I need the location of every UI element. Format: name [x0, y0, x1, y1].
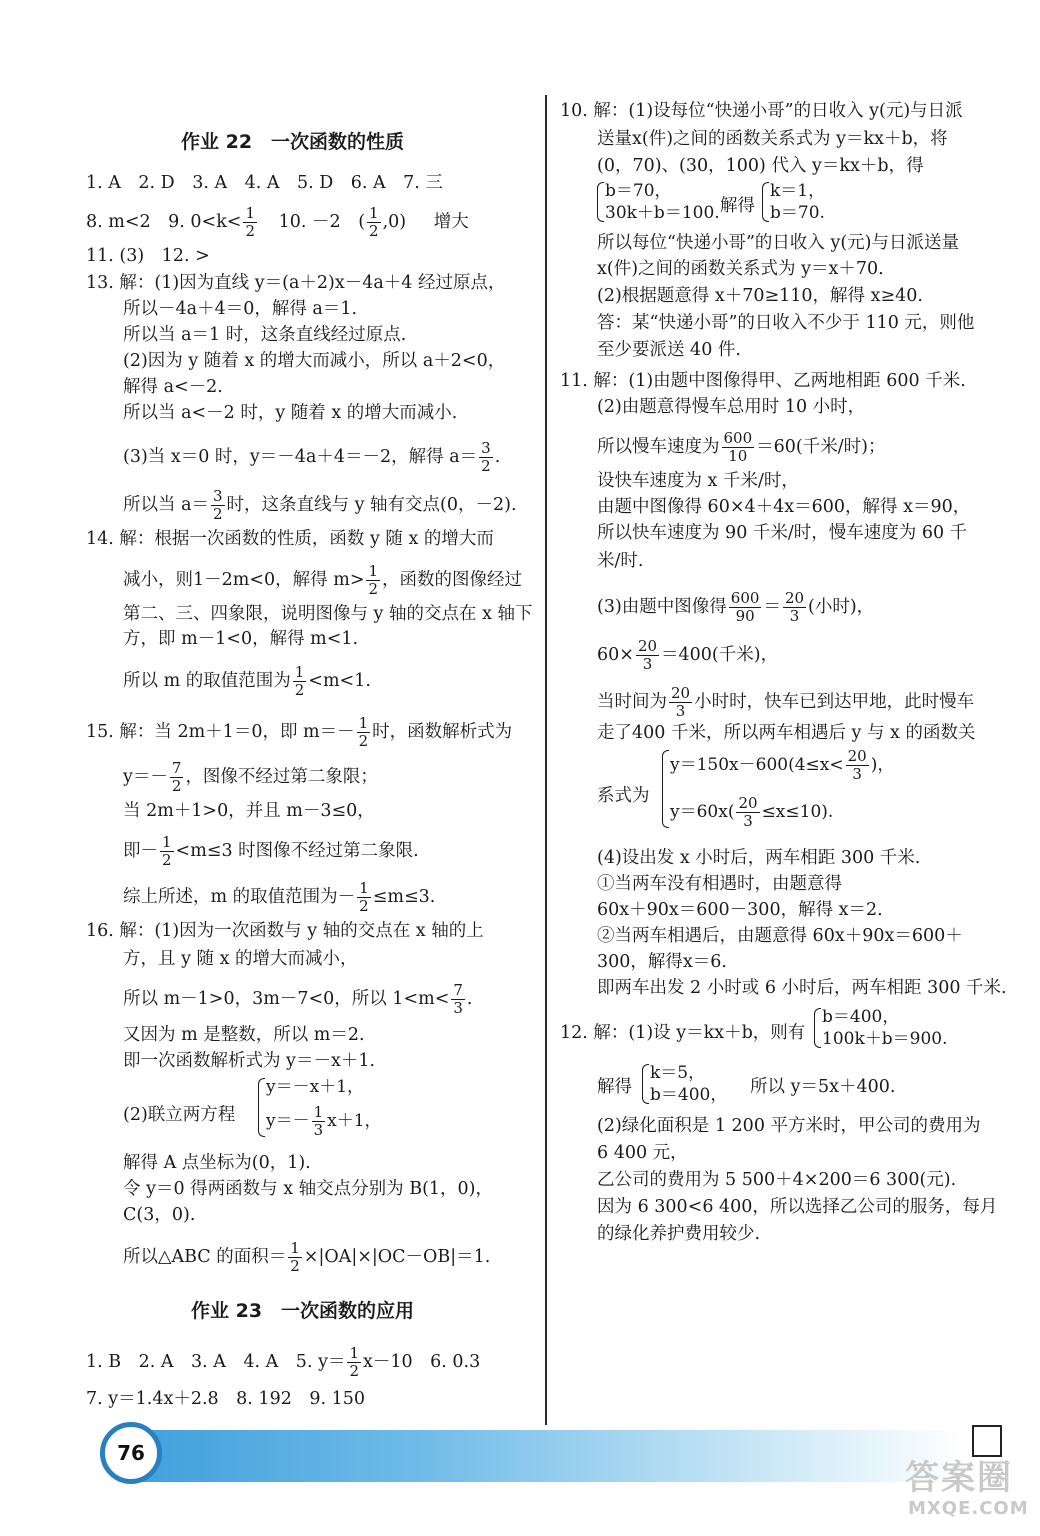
q11-line: 当时间为 $\frac{20}{3}$ 小时时，快车已到达甲地，此时慢车	[597, 684, 975, 720]
answer-line: 8. m<2 9. 0<k< $\frac{1}{2}$ 10. －2 ( $\frac{1}{2}$ ,0) 增大	[86, 204, 469, 240]
q15-line: 即－ $\frac{1}{2}$ <m≤3 时图像不经过第二象限.	[123, 833, 419, 869]
q10-line: 解得	[720, 196, 755, 216]
footer-bar	[125, 1430, 965, 1482]
q11-line: 由题中图像得 60×4＋4x＝600，解得 x＝90，	[597, 497, 971, 517]
equation-system: y＝150x－600(4≤x< $\frac{20}{3}$ )， y＝60x( $\frac{20}{3}$ ≤x≤10).	[670, 747, 895, 830]
q16-line: 解得 A 点坐标为(0，1).	[123, 1153, 311, 1173]
q16-line: C(3，0).	[123, 1205, 196, 1225]
q11-line: 60× $\frac{20}{3}$ ＝400(千米)，	[597, 637, 779, 673]
q11-line: 系式为	[597, 786, 650, 806]
q15-line: 当 2m＋1>0，并且 m－3≤0，	[123, 801, 375, 821]
q14-line: 减小，则1－2m<0，解得 m> $\frac{1}{2}$ ，函数的图像经过	[123, 562, 523, 598]
q11-line: 所以慢车速度为 $\frac{600}{10}$ ＝60(千米/时)；	[597, 429, 886, 465]
watermark-logo: 答案圈 MXQE.COM	[905, 1458, 1029, 1519]
q11-line: 设快车速度为 x 千米/时，	[597, 471, 799, 491]
q15-line: y＝－ $\frac{7}{2}$ ，图像不经过第二象限；	[123, 759, 378, 795]
answer-line: 1. B 2. A 3. A 4. A 5. y＝ $\frac{1}{2}$ x－10 6. 0.3	[86, 1344, 481, 1380]
section-title-22: 作业 22 一次函数的性质	[181, 131, 405, 153]
q16-line: 又因为 m 是整数，所以 m＝2.	[123, 1025, 365, 1045]
q14-line: 所以 m 的取值范围为 $\frac{1}{2}$ <m<1.	[123, 663, 371, 699]
q11-line: 即两车出发 2 小时或 6 小时后，两车相距 300 千米.	[597, 978, 1007, 998]
q16-line: 16. 解：(1)因为一次函数与 y 轴的交点在 x 轴的上	[86, 921, 484, 941]
q11-line: 米/时.	[597, 551, 644, 571]
q11-line: 走了400 千米，所以两车相遇后 y 与 x 的函数关	[597, 723, 976, 743]
q10-line: 答：某“快递小哥”的日收入不少于 110 元，则他	[597, 313, 975, 333]
equation-system: k＝1， b＝70.	[770, 181, 826, 223]
q10-line: x(件)之间的函数关系式为 y＝x＋70.	[597, 259, 884, 279]
q10-line: 所以每位“快递小哥”的日收入 y(元)与日派送量	[597, 233, 959, 253]
q14-line: 方，即 m－1<0，解得 m<1.	[123, 629, 359, 649]
q14-line: 14. 解：根据一次函数的性质，函数 y 随 x 的增大而	[86, 529, 494, 549]
q11-line: ①当两车没有相遇时，由题意得	[597, 874, 842, 894]
q10-line: 送量x(件)之间的函数关系式为 y＝kx＋b，将	[597, 129, 948, 149]
equation-system: y＝－x＋1， y＝－ $\frac{1}{3}$ x＋1，	[266, 1077, 382, 1139]
q10-line: (2)根据题意得 x＋70≥110，解得 x≥40.	[597, 286, 923, 306]
q11-line: 60x＋90x＝600－300，解得 x＝2.	[597, 900, 883, 920]
column-divider	[545, 95, 547, 1425]
q10-line: 10. 解：(1)设每位“快递小哥”的日收入 y(元)与日派	[560, 101, 963, 121]
q11-line: 11. 解：(1)由题中图像得甲、乙两地相距 600 千米.	[560, 371, 966, 391]
q12-line: 的绿化养护费用较少.	[597, 1224, 761, 1244]
equation-system: b＝70， 30k＋b＝100.	[605, 181, 720, 223]
q16-line: 即一次函数解析式为 y＝－x＋1.	[123, 1051, 376, 1071]
q11-line: (3)由题中图像得 $\frac{600}{90}$ ＝ $\frac{20}{3}$ (小时)，	[597, 589, 875, 625]
equation-system: k＝5， b＝400，	[650, 1063, 728, 1105]
q13-line: 13. 解：(1)因为直线 y＝(a＋2)x－4a＋4 经过原点，	[86, 273, 506, 293]
q11-line: 所以快车速度为 90 千米/时，慢车速度为 60 千	[597, 523, 968, 543]
q12-line: 所以 y＝5x＋400.	[750, 1077, 896, 1097]
q13-line: 所以当 a<－2 时，y 随着 x 的增大而减小.	[123, 403, 458, 423]
q13-line: 所以－4a＋4＝0，解得 a＝1.	[123, 299, 358, 319]
q13-line: (3)当 x＝0 时，y＝－4a＋4＝－2，解得 a＝ $\frac{3}{2}$ .	[123, 439, 501, 475]
q14-line: 第二、三、四象限，说明图像与 y 轴的交点在 x 轴下	[123, 604, 533, 624]
answer-line: 11. (3) 12. >	[86, 246, 210, 266]
section-title-23: 作业 23 一次函数的应用	[191, 1300, 415, 1322]
q11-line: ②当两车相遇后，由题意得 60x＋90x＝600＋	[597, 926, 963, 946]
q12-line: 因为 6 300<6 400，所以选择乙公司的服务，每月	[597, 1197, 998, 1217]
q10-line: (0，70)、(30，100) 代入 y＝kx＋b，得	[597, 156, 924, 176]
q16-line: 所以△ABC 的面积＝ $\frac{1}{2}$ ×|OA|×|OC－OB|＝1.	[123, 1239, 491, 1275]
answer-line: 1. A 2. D 3. A 4. A 5. D 6. A 7. 三	[86, 173, 443, 193]
q13-line: 所以当 a＝ $\frac{3}{2}$ 时，这条直线与 y 轴有交点(0，－2).	[123, 487, 517, 523]
q12-line: 6 400 元，	[597, 1143, 688, 1163]
q13-line: 所以当 a＝1 时，这条直线经过原点.	[123, 325, 407, 345]
q16-line: 方，且 y 随 x 的增大而减小，	[123, 949, 358, 969]
q15-line: 15. 解：当 2m＋1＝0，即 m＝－ $\frac{1}{2}$ 时，函数解析式为	[86, 714, 513, 750]
q12-line: 解得	[597, 1077, 632, 1097]
q12-line: (2)绿化面积是 1 200 平方米时，甲公司的费用为	[597, 1116, 981, 1136]
answer-line: 7. y＝1.4x＋2.8 8. 192 9. 150	[86, 1389, 365, 1409]
q13-line: (2)因为 y 随着 x 的增大而减小，所以 a＋2<0，	[123, 351, 506, 371]
q15-line: 综上所述，m 的取值范围为－ $\frac{1}{2}$ ≤m≤3.	[123, 879, 436, 915]
q12-line: 乙公司的费用为 5 500＋4×200＝6 300(元).	[597, 1170, 957, 1190]
q11-line: 300，解得x＝6.	[597, 952, 727, 972]
q11-line: (2)由题意得慢车总用时 10 小时，	[597, 397, 866, 417]
page-number: 76	[100, 1422, 162, 1484]
equation-system: b＝400， 100k＋b＝900.	[822, 1007, 948, 1049]
q11-line: (4)设出发 x 小时后，两车相距 300 千米.	[597, 848, 921, 868]
q16-line: 所以 m－1>0，3m－7<0，所以 1<m< $\frac{7}{3}$ .	[123, 981, 473, 1017]
q16-line: (2)联立两方程	[123, 1105, 236, 1125]
q16-line: 令 y＝0 得两函数与 x 轴交点分别为 B(1，0)，	[123, 1179, 493, 1199]
q13-line: 解得 a<－2.	[123, 377, 223, 397]
q12-line: 12. 解：(1)设 y＝kx＋b，则有	[560, 1023, 806, 1043]
q10-line: 至少要派送 40 件.	[597, 340, 741, 360]
